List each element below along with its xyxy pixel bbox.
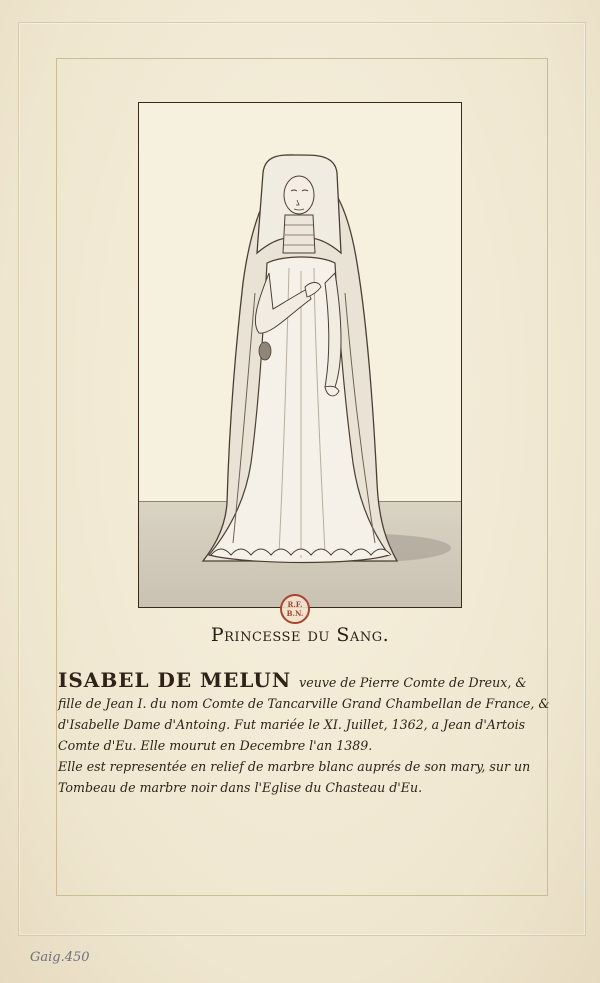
- subject-name: ISABEL DE MELUN: [58, 668, 292, 692]
- shelfmark: Gaig.450: [30, 950, 90, 965]
- stamp-line1: R.F.: [287, 600, 303, 609]
- caption-paragraph-2: [58, 756, 550, 798]
- caption-paragraph-1: [58, 670, 550, 756]
- caption-block: [58, 670, 550, 798]
- caption-text-1: veuve de Pierre Comte de Dreux, & fille de Jean I. du nom Comte de Tancarville Grand Chambellan de France, & d'Isabelle Dame d'Antoing. Fut mariée le XI. Juillet, 1362, a Jean d'Artois Comte d'Eu. Elle mourut en Decembre l'an 1389.: [58, 675, 550, 753]
- stamp-line2: B.N.: [286, 609, 304, 618]
- caption-text-2: Elle est representée en relief de marbre blanc auprés de son mary, sur un Tombeau de marbre noir dans l'Eglise du Chasteau d'Eu.: [58, 759, 531, 795]
- library-stamp: [280, 594, 310, 624]
- illustration-frame: [138, 102, 462, 608]
- plate-title: Princesse du Sang.: [210, 624, 390, 646]
- effigy-figure: [139, 103, 461, 607]
